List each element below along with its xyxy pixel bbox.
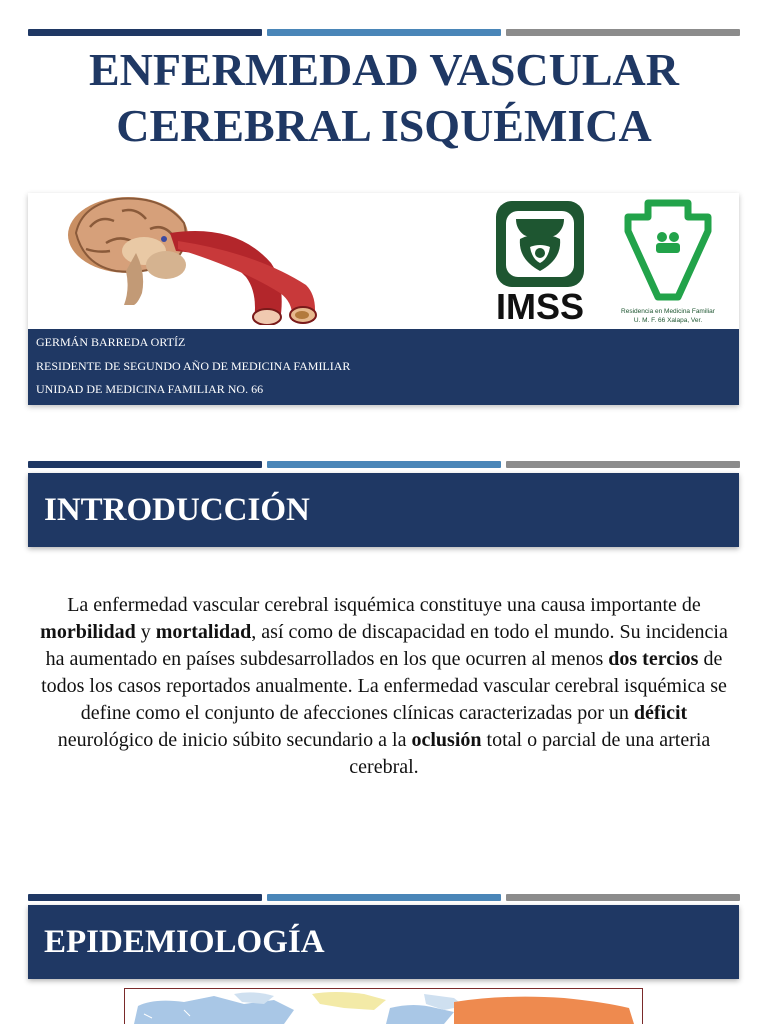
author-unit: UNIDAD DE MEDICINA FAMILIAR NO. 66 bbox=[36, 382, 264, 396]
intro-text: neurológico de inicio súbito secundario a la bbox=[57, 729, 412, 751]
imss-logo bbox=[490, 199, 590, 323]
accent-bar-blue bbox=[267, 461, 501, 468]
author-role: RESIDENTE DE SEGUNDO AÑO DE MEDICINA FAMILIAR bbox=[36, 359, 351, 373]
intro-bold-oclusion: oclusión bbox=[411, 729, 482, 751]
residency-logo-line-1: Residencia en Medicina Familiar bbox=[621, 308, 715, 315]
intro-bold-dos-tercios: dos tercios bbox=[608, 648, 699, 670]
intro-text: de todos los casos reportados anualmente. La enfermedad vascular cerebral isquémica se define como el conjunto de afecciones clínicas caracterizadas por un bbox=[41, 648, 727, 724]
intro-bold-deficit: déficit bbox=[633, 702, 688, 724]
epi-header bbox=[28, 905, 739, 979]
residency-logo bbox=[618, 197, 718, 327]
author-band bbox=[28, 329, 739, 405]
intro-text: y bbox=[135, 621, 156, 643]
accent-bar-blue bbox=[267, 894, 501, 901]
accent-bar-navy bbox=[28, 29, 262, 36]
accent-bar-gray bbox=[506, 29, 740, 36]
intro-bold-mortalidad: mortalidad bbox=[155, 621, 252, 643]
intro-text: total o parcial de una arteria cerebral. bbox=[349, 729, 711, 778]
intro-heading: INTRODUCCIÓN bbox=[44, 492, 310, 528]
intro-accent-bars bbox=[28, 461, 740, 468]
top-accent-bars bbox=[28, 29, 740, 36]
intro-paragraph bbox=[32, 592, 736, 781]
author-name: GERMÁN BARREDA ORTÍZ bbox=[36, 335, 186, 349]
imss-logo-text: IMSS bbox=[495, 286, 585, 323]
accent-bar-navy bbox=[28, 894, 262, 901]
epi-heading: EPIDEMIOLOGÍA bbox=[44, 924, 325, 960]
accent-bar-gray bbox=[506, 894, 740, 901]
cover-card bbox=[28, 193, 739, 405]
intro-text: , así como de discapacidad en todo el mundo. Su incidencia ha aumentado en países subdesarrollados en los que ocurren al menos bbox=[45, 621, 728, 670]
intro-bold-morbilidad: morbilidad bbox=[40, 621, 136, 643]
brain-artery-illustration bbox=[66, 193, 328, 325]
page-title bbox=[28, 42, 740, 154]
title-line-2: CEREBRAL ISQUÉMICA bbox=[116, 100, 652, 151]
accent-bar-gray bbox=[506, 461, 740, 468]
epi-accent-bars bbox=[28, 894, 740, 901]
residency-logo-line-2: U. M. F. 66 Xalapa, Ver. bbox=[633, 317, 703, 324]
title-line-1: ENFERMEDAD VASCULAR bbox=[89, 44, 679, 95]
world-map-image bbox=[124, 988, 643, 1024]
intro-text: La enfermedad vascular cerebral isquémica constituye una causa importante de bbox=[67, 594, 701, 616]
accent-bar-navy bbox=[28, 461, 262, 468]
accent-bar-blue bbox=[267, 29, 501, 36]
intro-header bbox=[28, 473, 739, 547]
